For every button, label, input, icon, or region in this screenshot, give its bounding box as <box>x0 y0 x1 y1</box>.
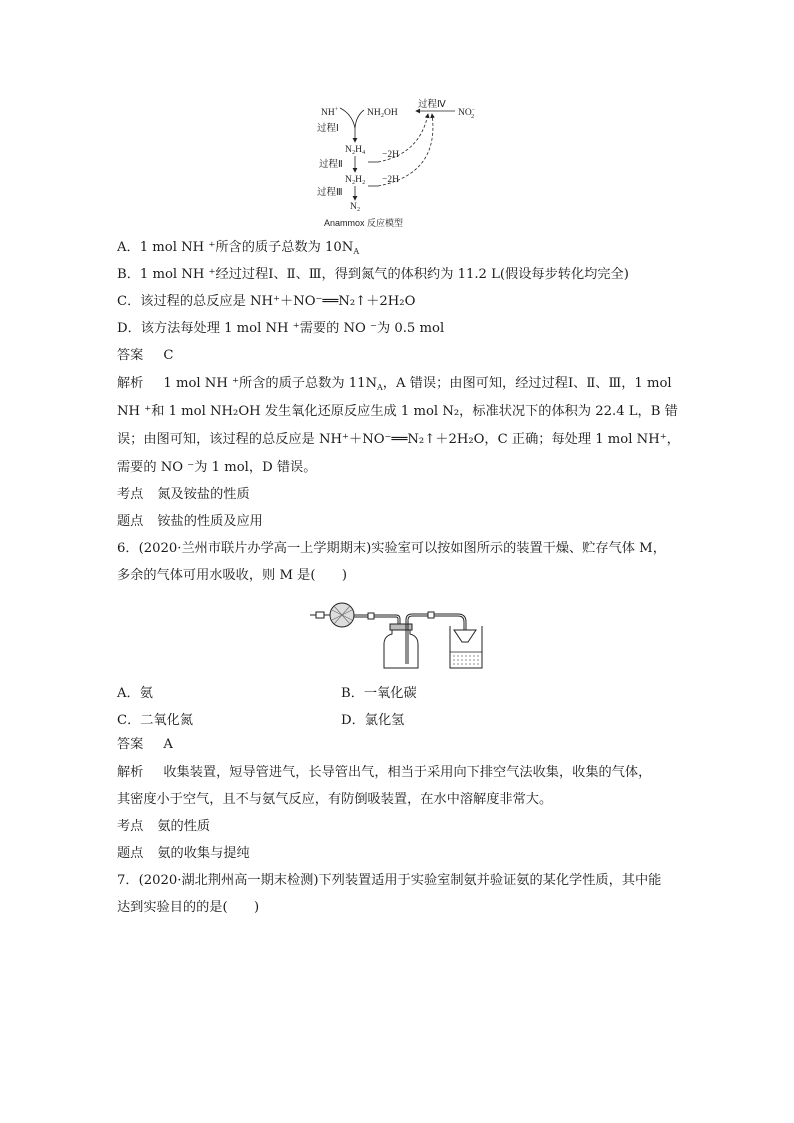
q6-analysis-line-1: 解析 收集装置，短导管进气，长导管出气，相当于采用向下排空气法收集，收集的气体， <box>117 765 652 780</box>
q6-option-b: B．一氧化碳 <box>341 686 417 701</box>
q5-analysis-line-3: 误；由图可知，该过程的总反应是 NH⁺＋NO⁻══N₂↑＋2H₂O，C 正确；每处理 1 mol NH⁺， <box>117 432 680 447</box>
q6-option-a: A．氨 <box>117 686 153 701</box>
gas-collection-apparatus <box>308 596 498 672</box>
minus2h-a-label: −2H <box>382 150 399 160</box>
q5-tidian: 题点 铵盐的性质及应用 <box>117 514 263 529</box>
q6-option-c: C．二氧化氮 <box>117 713 194 728</box>
q5-option-a: A．1 mol NH ⁺所含的质子总数为 $10N_A$ <box>117 240 360 256</box>
answer-value: C <box>163 348 174 363</box>
q5-kaodian: 考点 氮及铵盐的性质 <box>117 487 250 502</box>
q7-stem-line-1: 7．(2020·湖北荆州高一期末检测)下列装置适用于实验室制氨并验证氨的某化学性质，其中能 <box>117 873 662 888</box>
q6-option-d: D．氯化氢 <box>341 713 405 728</box>
n2h2-label: N₂H₂ <box>345 175 366 185</box>
minus2h-b-label: −2H <box>382 175 399 185</box>
process1-label: 过程Ⅰ <box>317 124 339 134</box>
answer-label: 答案 <box>117 348 144 363</box>
n2-label: N₂ <box>350 202 361 212</box>
q5-analysis-line-4: 需要的 NO ⁻为 1 mol，D 错误。 <box>117 460 317 475</box>
q6-stem-line-1: 6．(2020·兰州市联片办学高一上学期期末)实验室可以按如图所示的装置干燥、贮存气体 M， <box>117 541 666 556</box>
process4-label: 过程Ⅳ <box>418 100 446 110</box>
q5-analysis-line-1: 解析 1 mol NH ⁺所含的质子总数为 $11N_A$，A 错误；由图可知，经过过程Ⅰ、Ⅱ、Ⅲ，1 mol <box>117 376 672 392</box>
q6-answer: 答案 A <box>117 737 173 752</box>
q5-option-b: B．1 mol NH ⁺经过过程Ⅰ、Ⅱ、Ⅲ，得到氮气的体积约为 11.2 L(假设每步转化均完全) <box>117 267 629 282</box>
q7-stem-line-2: 达到实验目的的是( ) <box>117 900 260 915</box>
q5-option-d: D．该方法每处理 1 mol NH ⁺需要的 NO ⁻为 0.5 mol <box>117 321 445 336</box>
process2-label: 过程Ⅱ <box>319 160 343 170</box>
q5-analysis-line-2: NH ⁺和 1 mol NH₂OH 发生氧化还原反应生成 1 mol N₂，标准状况下的体积为 22.4 L，B 错 <box>117 404 678 419</box>
anammox-diagram <box>300 96 500 232</box>
nh4-label: NH+ <box>321 107 339 118</box>
q6-kaodian: 考点 氨的性质 <box>117 819 211 834</box>
figure-caption: Anammox 反应模型 <box>324 218 404 228</box>
q5-answer <box>117 347 173 365</box>
q6-analysis-line-2: 其密度小于空气，且不与氨气反应，有防倒吸装置，在水中溶解度非常大。 <box>117 792 553 807</box>
no2-label: NO− 2 <box>458 107 476 120</box>
process3-label: 过程Ⅲ <box>317 188 343 198</box>
n2h4-label: N₂H₄ <box>345 145 366 155</box>
q6-stem-line-2: 多余的气体可用水吸收，则 M 是( ) <box>117 568 347 583</box>
q6-tidian: 题点 氨的收集与提纯 <box>117 846 250 861</box>
nh2oh-label: NH₂OH <box>367 108 398 118</box>
q5-option-c: C．该过程的总反应是 NH⁺＋NO⁻══N₂↑＋2H₂O <box>117 294 416 309</box>
